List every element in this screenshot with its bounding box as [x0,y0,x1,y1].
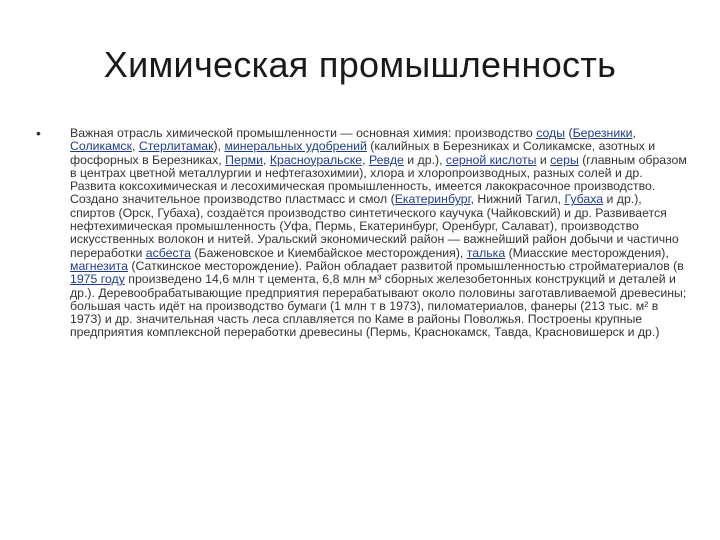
text-segment: , [131,139,139,154]
text-segment: (главным образом в центрах цветной металлургии и нефтегазохимии), хлора и хлоропроизводных, разных солей и др. Развита коксохимическая и лесохимическая промышленность, имеется лакокрасочное производство. Создано значительное производство пластмасс и смол ( [70,152,687,207]
hyperlink[interactable]: Ревде [368,152,404,167]
text-segment: Важная отрасль химической промышленности — основная химия: производство [70,126,537,140]
hyperlink[interactable]: Соликамск [70,139,132,154]
hyperlink[interactable]: 1975 году [70,272,125,287]
hyperlink[interactable]: минеральных удобрений [224,139,367,154]
text-segment: , Нижний Тагил, [470,192,565,207]
hyperlink[interactable]: магнезита [70,258,128,273]
text-segment: и др.), [403,152,446,167]
text-segment: , [362,152,369,167]
slide-title: Химическая промышленность [103,44,617,85]
hyperlink[interactable]: асбеста [145,245,191,260]
hyperlink[interactable]: серы [550,152,579,167]
text-segment: ( [565,126,573,140]
text-segment: произведено 14,6 млн т цемента, 6,8 млн м³ сборных железобетонных конструкций и деталей и др.). Деревообрабатывающие предприятия перерабатывают около половины заготавливаемой древесины; большая часть идёт на производство бумаги (1 млн т в 1973), пиломатериалов, фанеры (213 тыс. м² в 1973) и др. значительная часть леса сплавляется по Каме в районы Поволжья. Построены крупные предприятия комплексной переработки древесины (Пермь, Краснокамск, Тавда, Красновишерск и др.) [70,272,687,340]
hyperlink[interactable]: Красноуральске [269,152,363,167]
hyperlink[interactable]: соды [536,126,566,140]
bullet-icon: • [36,125,41,141]
hyperlink[interactable]: Екатеринбург [394,192,471,207]
text-segment: , [632,126,636,140]
text-segment: и др.), спиртов (Орск, Губаха), создаётся производство синтетического каучука (Чайковский) и др. Развивается нефтехимическая промышленность (Уфа, Пермь, Екатеринбург, Оренбург, Салават), производство искусственных волокон и нитей. Уральский экономический район — важнейший район добычи и частично переработки [70,192,679,260]
text-segment: (Саткинское месторождение). Район обладает развитой промышленностью стройматериалов (в [127,258,684,273]
text-segment: (Баженовское и Киембайское месторождения), [190,245,467,260]
hyperlink[interactable]: Губаха [564,192,604,207]
text-segment: и [536,152,551,167]
hyperlink[interactable]: серной кислоты [445,152,537,167]
hyperlink[interactable]: Стерлитамак [138,139,214,154]
hyperlink[interactable]: Березники [572,126,633,140]
text-segment: ), [213,139,225,154]
body-paragraph [70,127,690,340]
hyperlink[interactable]: талька [466,245,506,260]
text-segment: , [262,152,270,167]
text-segment: (Миасские месторождения), [505,245,669,260]
text-segment: (калийных в Березниках и Соликамске, азотных и фосфорных в Березниках, [70,139,656,167]
hyperlink[interactable]: Перми [225,152,263,167]
